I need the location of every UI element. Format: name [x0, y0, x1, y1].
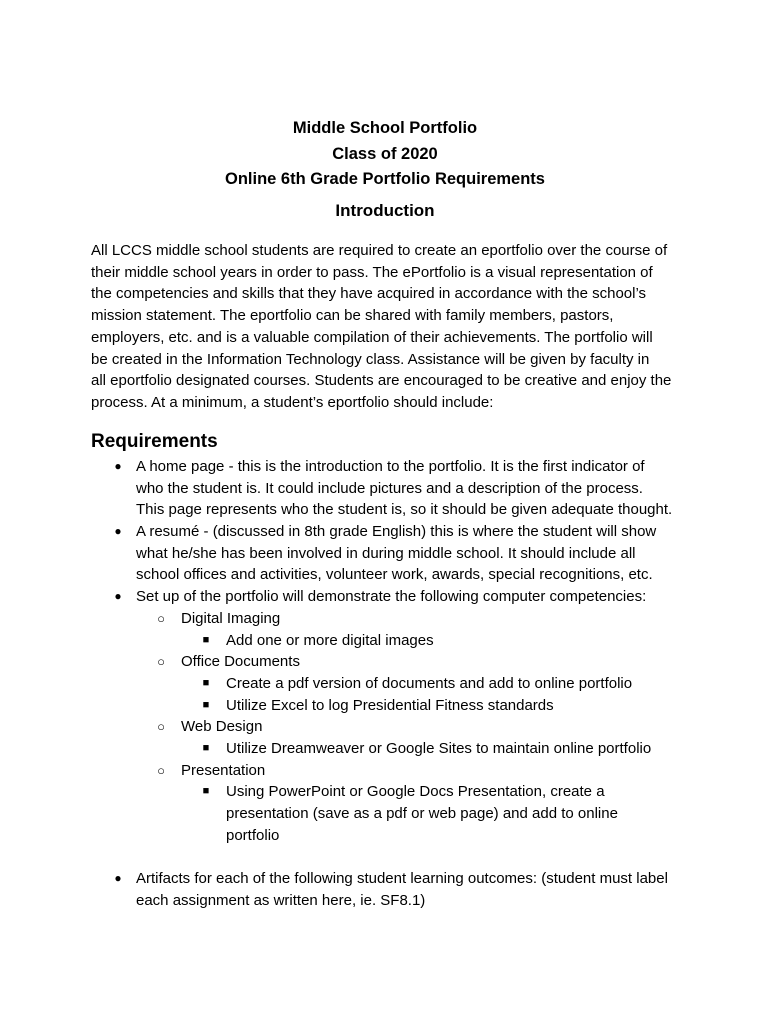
list-item-text: Set up of the portfolio will demonstrate the following computer competencies: [136, 588, 647, 606]
subsublist-item [0, 673, 770, 695]
square-bullet-icon: ■ [202, 676, 210, 689]
list-item-text: school offices and activities, volunteer work, awards, special recognitions, etc. [136, 566, 653, 584]
list-item-text: who the student is. It could include pictures and a description of the process. [136, 479, 643, 497]
circle-bullet-icon: ○ [157, 610, 165, 626]
document-subtitle: Online 6th Grade Portfolio Requirements [225, 170, 545, 188]
paragraph-line: process. At a minimum, a student’s eportfolio should include: [91, 393, 494, 411]
circle-bullet-icon: ○ [157, 719, 165, 735]
list-item-text: presentation (save as a pdf or web page) and add to online [226, 805, 618, 822]
list-item-continuation [0, 543, 770, 565]
document-title: Middle School Portfolio [292, 119, 478, 137]
sublist-item-digital-imaging [0, 608, 770, 630]
paragraph-line: their middle school years in order to pass. The ePortfolio is a visual representation of [91, 263, 653, 281]
sublist-item-web-design [0, 716, 770, 738]
bullet-icon: ● [114, 524, 122, 539]
list-item-continuation [0, 890, 770, 912]
list-item-text: portfolio [226, 826, 280, 844]
list-item-text: A home page - this is the introduction to the portfolio. It is the first indicator of [136, 458, 645, 475]
subsublist-item [0, 781, 770, 803]
bullet-icon: ● [114, 871, 122, 886]
list-item-text: what he/she has been involved in during middle school. It should include all [136, 544, 636, 562]
title-block [0, 116, 770, 223]
list-item-text: Digital Imaging [181, 609, 281, 627]
requirements-list [0, 456, 770, 911]
list-item-setup [0, 586, 770, 608]
paragraph-line: all eportfolio designated courses. Students are encouraged to be creative and enjoy the [91, 372, 672, 390]
bullet-icon: ● [114, 459, 122, 473]
list-item-text: Using PowerPoint or Google Docs Presentation, create a [226, 783, 605, 801]
circle-bullet-icon: ○ [157, 654, 165, 670]
square-bullet-icon: ■ [202, 741, 210, 754]
square-bullet-icon: ■ [202, 785, 210, 798]
list-item-text: Office Documents [181, 653, 300, 671]
list-item-text: Add one or more digital images [226, 631, 434, 649]
list-item-continuation [0, 564, 770, 586]
requirements-heading: Requirements [91, 431, 218, 452]
list-item-text: A resumé - (discussed in 8th grade English) this is where the student will show [136, 523, 657, 541]
list-item-text: Presentation [181, 761, 266, 779]
list-item-text: Web Design [181, 718, 263, 736]
list-item-text: Create a pdf version of documents and add to online portfolio [226, 674, 633, 692]
list-item-text: Utilize Excel to log Presidential Fitness standards [226, 696, 554, 714]
list-item-continuation [0, 478, 770, 500]
paragraph-line: employers, etc. and is a valuable compilation of their achievements. The portfolio will [91, 328, 653, 346]
list-item-text: Artifacts for each of the following student learning outcomes: (student must label [136, 870, 668, 888]
list-item-continuation [0, 499, 770, 521]
paragraph-line: be created in the Information Technology class. Assistance will be given by faculty in [91, 350, 650, 368]
list-item-text: Utilize Dreamweaver or Google Sites to maintain online portfolio [226, 739, 652, 757]
list-item-continuation [0, 803, 770, 825]
sublist-item-presentation [0, 760, 770, 782]
list-item-artifacts [0, 868, 770, 890]
list-item-text: This page represents who the student is, so it should be given adequate thought. [136, 501, 673, 519]
class-year: Class of 2020 [332, 144, 438, 163]
circle-bullet-icon: ○ [157, 762, 165, 778]
list-item-resume [0, 521, 770, 543]
list-item-home-page [0, 456, 770, 478]
list-item-continuation [0, 825, 770, 847]
introduction-heading: Introduction [335, 200, 435, 220]
subsublist-item [0, 695, 770, 717]
subsublist-item [0, 738, 770, 760]
paragraph-line: All LCCS middle school students are required to create an eportfolio over the course of [91, 242, 668, 259]
square-bullet-icon: ■ [202, 633, 210, 646]
paragraph-line: mission statement. The eportfolio can be shared with family members, pastors, [91, 307, 614, 325]
square-bullet-icon: ■ [202, 698, 210, 711]
subsublist-item [0, 630, 770, 652]
paragraph-line: the competencies and skills that they have acquired in accordance with the school’s [91, 285, 647, 303]
introduction-paragraph [91, 240, 691, 414]
spacer [0, 846, 770, 868]
bullet-icon: ● [114, 589, 122, 604]
list-item-text: each assignment as written here, ie. SF8.1) [136, 891, 426, 909]
sublist-item-office-documents [0, 651, 770, 673]
